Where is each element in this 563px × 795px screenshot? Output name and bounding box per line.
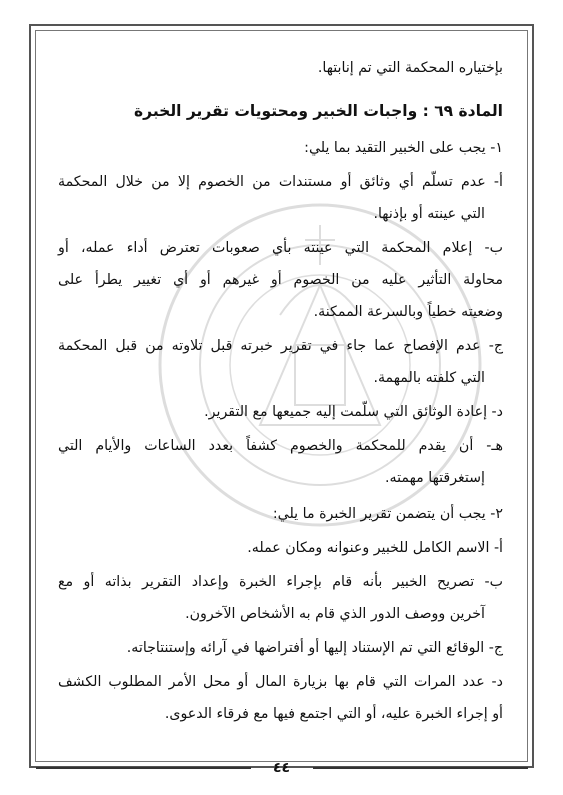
item-1e-line-2: إستغرقتها مهمته. — [385, 470, 485, 486]
item-1c-line-2: التي كلفته بالمهمة. — [373, 370, 485, 386]
continuation-line: بإختياره المحكمة التي تم إنابتها. — [317, 60, 503, 76]
section-1-heading: ١- يجب على الخبير التقيد بما يلي: — [304, 140, 503, 156]
item-1c-line-1: ج- عدم الإفصاح عما جاء في تقرير خبرته قبل تلاوته من قبل المحكمة — [58, 338, 503, 354]
item-1a-line-2: التي عينته أو بإذنها. — [373, 206, 485, 222]
item-1b-line-2: محاولة التأثير عليه من الخصوم أو غيرهم أو أي تغيير يطرأ على — [58, 272, 503, 288]
item-2c: ج- الوقائع التي تم الإستناد إليها أو أفتراضها في آرائه وإستنتاجاته. — [126, 640, 503, 656]
item-2d-line-2: أو إجراء الخبرة عليه، أو التي اجتمع فيها مع فرقاء الدعوى. — [164, 706, 503, 722]
item-1a-line-1: أ- عدم تسلّم أي وثائق أو مستندات من الخصوم إلا من خلال المحكمة — [58, 174, 503, 190]
item-1b-line-1: ب- إعلام المحكمة التي عينته بأي صعوبات تعترض أداء عمله، أو — [58, 240, 503, 256]
item-2a: أ- الاسم الكامل للخبير وعنوانه ومكان عمله. — [247, 540, 503, 556]
item-2d-line-1: د- عدد المرات التي قام بها بزيارة المال أو محل الأمر المطلوب الكشف — [58, 674, 503, 690]
section-2-heading: ٢- يجب أن يتضمن تقرير الخبرة ما يلي: — [272, 506, 503, 522]
item-2b-line-1: ب- تصريح الخبير بأنه قام بإجراء الخبرة وإعداد التقرير بذاته أو مع — [58, 574, 503, 590]
item-1b-line-3: وضعيته خطياً وبالسرعة الممكنة. — [313, 304, 503, 320]
item-1d: د- إعادة الوثائق التي سلّمت إليه جميعها مع التقرير. — [204, 404, 503, 420]
item-1e-line-1: هـ- أن يقدم للمحكمة والخصوم كشفاً بعدد الساعات والأيام التي — [58, 438, 503, 454]
article-heading: المادة ٦٩ : واجبات الخبير ومحتويات تقرير الخبرة — [134, 102, 503, 120]
page-number: ٤٤ — [272, 760, 291, 776]
item-2b-line-2: آخرين ووصف الدور الذي قام به الأشخاص الآخرون. — [185, 606, 485, 622]
